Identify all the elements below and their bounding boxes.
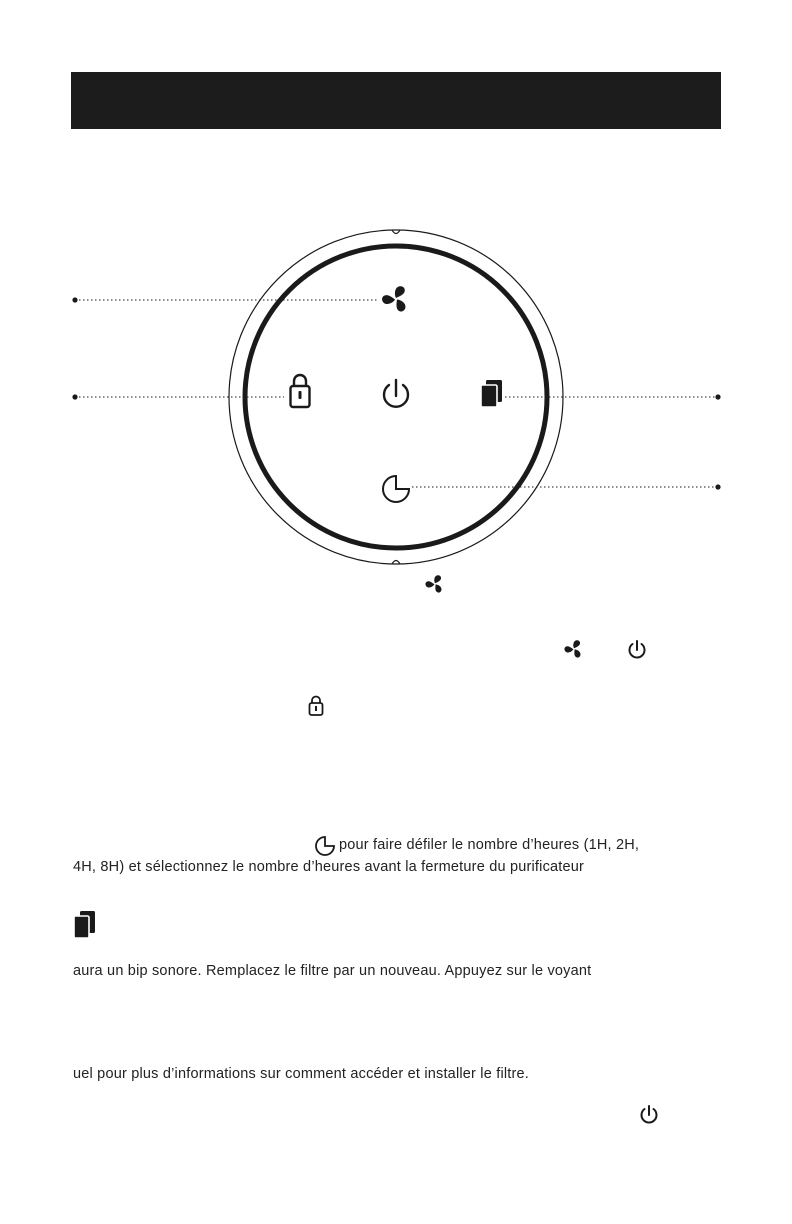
fan-icon <box>563 638 585 660</box>
fan-icon <box>424 575 443 593</box>
filter-instruction-line-2: uel pour plus d’informations sur comment accéder et installer le filtre. <box>73 1066 530 1082</box>
filter-instruction-line-1: aura un bip sonore. Remplacez le filtre par un nouveau. Appuyez sur le voyant <box>73 963 592 979</box>
filter-icon <box>481 380 502 407</box>
timer-icon <box>383 476 409 502</box>
lock-icon <box>306 695 326 717</box>
filter-icon <box>72 910 98 940</box>
timer-icon <box>313 834 337 858</box>
lock-icon <box>291 375 310 407</box>
callout-timer <box>412 484 721 489</box>
power-button <box>384 380 408 407</box>
filter-reset-button <box>481 380 502 407</box>
fan-icon <box>381 286 408 313</box>
timer-button <box>383 476 409 502</box>
power-icon <box>626 638 648 660</box>
child-lock-button <box>291 375 310 407</box>
callout-filter <box>505 394 721 399</box>
power-icon <box>638 1103 660 1125</box>
callout-fan <box>72 297 377 302</box>
timer-instruction-line-2: 4H, 8H) et sélectionnez le nombre d’heures avant la fermeture du purificateur <box>73 859 585 875</box>
callout-lock <box>72 394 284 399</box>
power-icon <box>384 380 408 407</box>
timer-instruction-line-1: pour faire défiler le nombre d’heures (1H, 2H, <box>339 837 640 853</box>
control-panel-diagram <box>0 0 792 600</box>
fan-speed-button <box>381 286 408 313</box>
